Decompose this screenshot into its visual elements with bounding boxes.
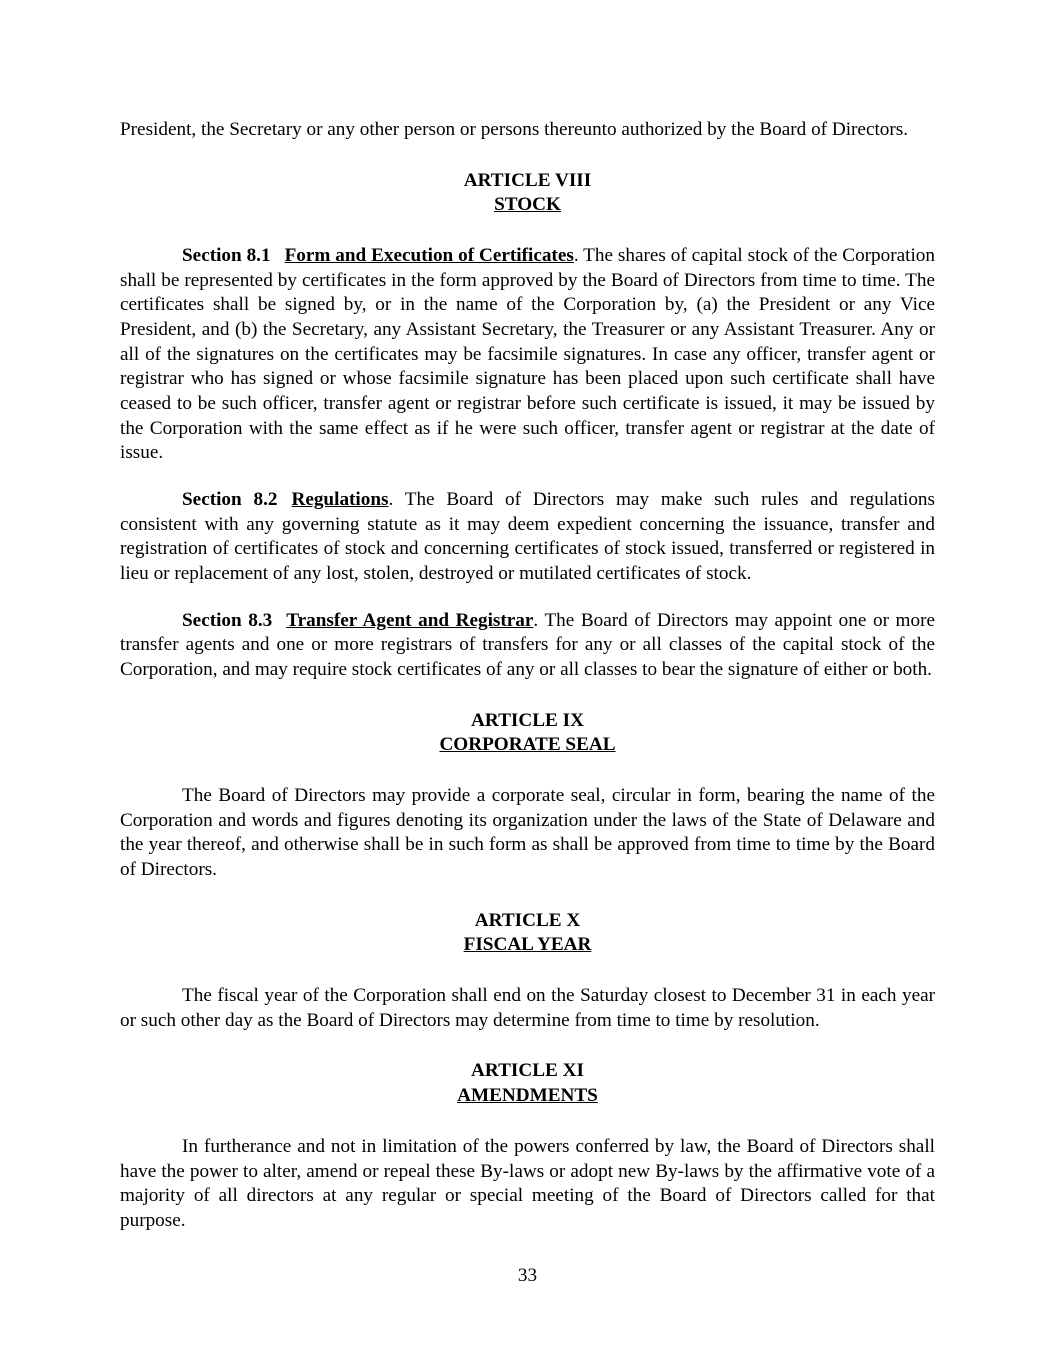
section-8-1-text: . The shares of capital stock of the Corporation shall be represented by certificates in the form approved by the Board of Directors from time to time. The certificates shall be signed by, or in the name of the Corporation by, (a) the President or any Vice President, and (b) the Secretary, any Assistant Secretary, the Treasurer or any Assistant Treasurer. Any or all of the signatures on the certificates may be facsimile signatures. In case any officer, transfer agent or registrar who has signed or whose facsimile signature has been placed upon such certificate shall have ceased to be such officer, transfer agent or registrar before such certificate is issued, it may be issued by the Corporation with the same effect as if he were such officer, transfer agent or registrar at the date of issue.	[120, 245, 935, 464]
article-xi-body: In furtherance and not in limitation of the powers conferred by law, the Board of Directors shall have the power to alter, amend or repeal these By-laws or adopt new By-laws by the affirmative vote of a majority of all directors at any regular or special meeting of the Board of Directors called for that purpose.	[120, 1135, 935, 1231]
section-8-1-title: Form and Execution of Certificates	[284, 245, 574, 267]
section-8-2-title: Regulations	[291, 489, 389, 511]
article-ix-heading	[120, 709, 935, 758]
spacer	[120, 143, 935, 169]
section-8-2	[120, 488, 935, 587]
article-ix-heading-line2-text: CORPORATE SEAL	[439, 734, 616, 756]
article-x-heading	[120, 909, 935, 958]
section-8-1-label: Section 8.1	[182, 245, 271, 267]
article-xi-heading	[120, 1059, 935, 1108]
spacer	[120, 218, 935, 244]
spacer	[120, 466, 935, 488]
article-x-heading-line2	[120, 933, 935, 958]
article-ix-heading-line2	[120, 733, 935, 758]
continued-paragraph: President, the Secretary or any other person or persons thereunto authorized by the Board of Directors.	[120, 119, 909, 140]
section-8-3	[120, 609, 935, 683]
article-viii-heading	[120, 169, 935, 218]
section-8-1	[120, 244, 935, 466]
article-viii-heading-line2-text: STOCK	[494, 194, 561, 216]
spacer	[120, 883, 935, 909]
spacer	[120, 758, 935, 784]
article-ix-body: The Board of Directors may provide a corporate seal, circular in form, bearing the name of the Corporation and words and figures denoting its organization under the laws of the State of Delaware and the year thereof, and otherwise shall be in such form as shall be approved from time to time by the Board of Directors.	[120, 785, 935, 881]
article-viii-heading-line1: ARTICLE VIII	[463, 169, 592, 191]
article-ix-heading-line1: ARTICLE IX	[471, 709, 584, 731]
spacer	[120, 683, 935, 709]
article-x-heading-line2-text: FISCAL YEAR	[463, 934, 592, 956]
article-viii-heading-line2	[120, 193, 935, 218]
section-8-3-text: . The Board of Directors may appoint one or more transfer agents and one or more registrars of transfers for any or all classes of the capital stock of the Corporation, and may require stock certificates of any or all classes to bear the signature of either or both.	[120, 609, 935, 681]
section-8-2-label: Section 8.2	[182, 489, 278, 511]
spacer	[120, 1109, 935, 1135]
section-8-2-text: . The Board of Directors may make such rules and regulations consistent with any governing statute as it may deem expedient concerning the issuance, transfer and registration of certificates of stock and concerning certificates of stock issued, transferred or registered in lieu or replacement of any lost, stolen, destroyed or mutilated certificates of stock.	[120, 489, 935, 585]
article-xi-heading-line2	[120, 1084, 935, 1109]
section-8-3-title: Transfer Agent and Registrar	[286, 609, 534, 631]
spacer	[120, 958, 935, 984]
spacer	[120, 587, 935, 609]
article-x-body: The fiscal year of the Corporation shall end on the Saturday closest to December 31 in each year or such other day as the Board of Directors may determine from time to time by resolution.	[120, 985, 935, 1031]
article-xi-heading-line2-text: AMENDMENTS	[457, 1085, 598, 1107]
spacer	[120, 1033, 935, 1059]
page-number: 33	[517, 1265, 538, 1286]
article-x-heading-line1: ARTICLE X	[474, 909, 581, 931]
section-8-3-label: Section 8.3	[182, 609, 273, 631]
article-xi-heading-line1: ARTICLE XI	[471, 1060, 584, 1082]
